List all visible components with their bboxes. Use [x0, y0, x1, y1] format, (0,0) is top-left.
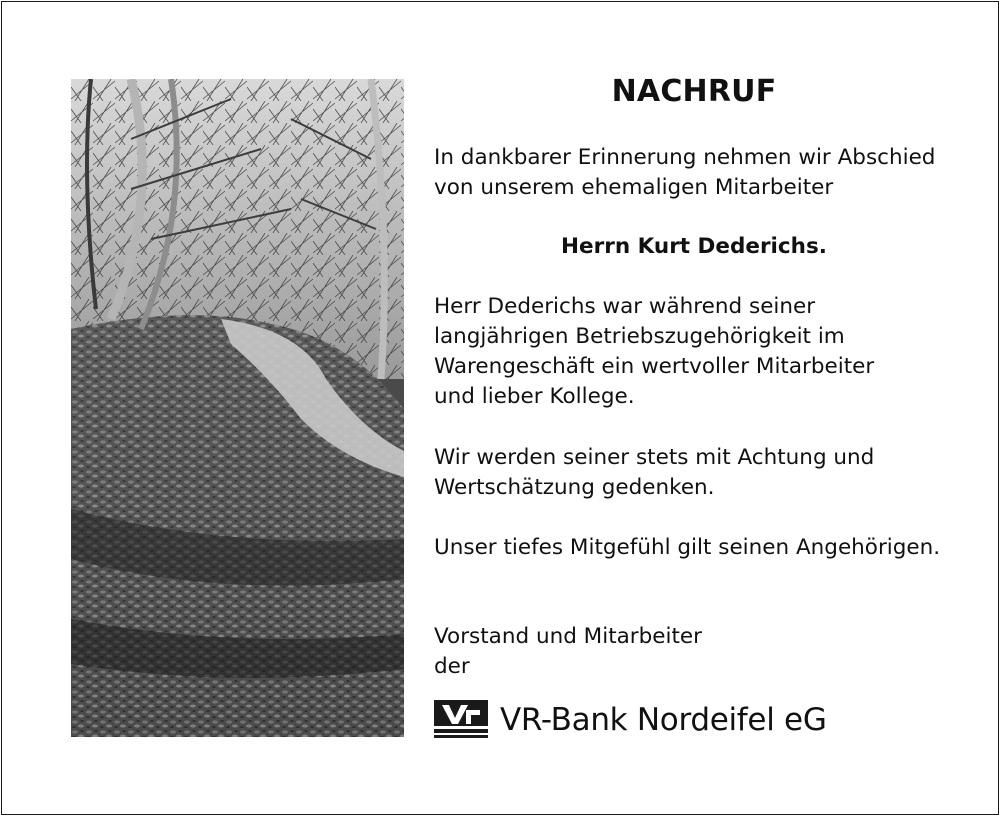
tribute-line: langjährigen Betriebszugehörigkeit im	[434, 324, 845, 349]
remembrance-paragraph	[434, 443, 974, 503]
notice-title: NACHRUF	[611, 74, 777, 109]
remembrance-line: Wir werden seiner stets mit Achtung und	[434, 445, 875, 470]
signature-line: der	[434, 654, 470, 679]
forest-path-image	[71, 79, 404, 737]
signature-line: Vorstand und Mitarbeiter	[434, 624, 702, 649]
tribute-paragraph	[434, 292, 974, 412]
deceased-name: Herrn Kurt Dederichs.	[561, 234, 827, 259]
condolence-line: Unser tiefes Mitgefühl gilt seinen Angehörigen.	[434, 535, 941, 560]
tribute-line: und lieber Kollege.	[434, 384, 635, 409]
signature-block	[434, 622, 974, 682]
remembrance-line: Wertschätzung gedenken.	[434, 475, 715, 500]
vr-bank-logo-icon	[434, 700, 488, 740]
bank-name: VR-Bank Nordeifel eG	[500, 702, 827, 738]
intro-line: von unserem ehemaligen Mitarbeiter	[434, 175, 834, 200]
condolence-paragraph	[434, 533, 974, 563]
intro-paragraph	[434, 143, 974, 203]
tribute-line: Herr Dederichs war während seiner	[434, 294, 816, 319]
forest-path-photo	[71, 79, 404, 737]
intro-line: In dankbarer Erinnerung nehmen wir Abschied	[434, 145, 936, 170]
bank-signature	[434, 700, 827, 740]
tribute-line: Warengeschäft ein wertvoller Mitarbeiter	[434, 354, 875, 379]
